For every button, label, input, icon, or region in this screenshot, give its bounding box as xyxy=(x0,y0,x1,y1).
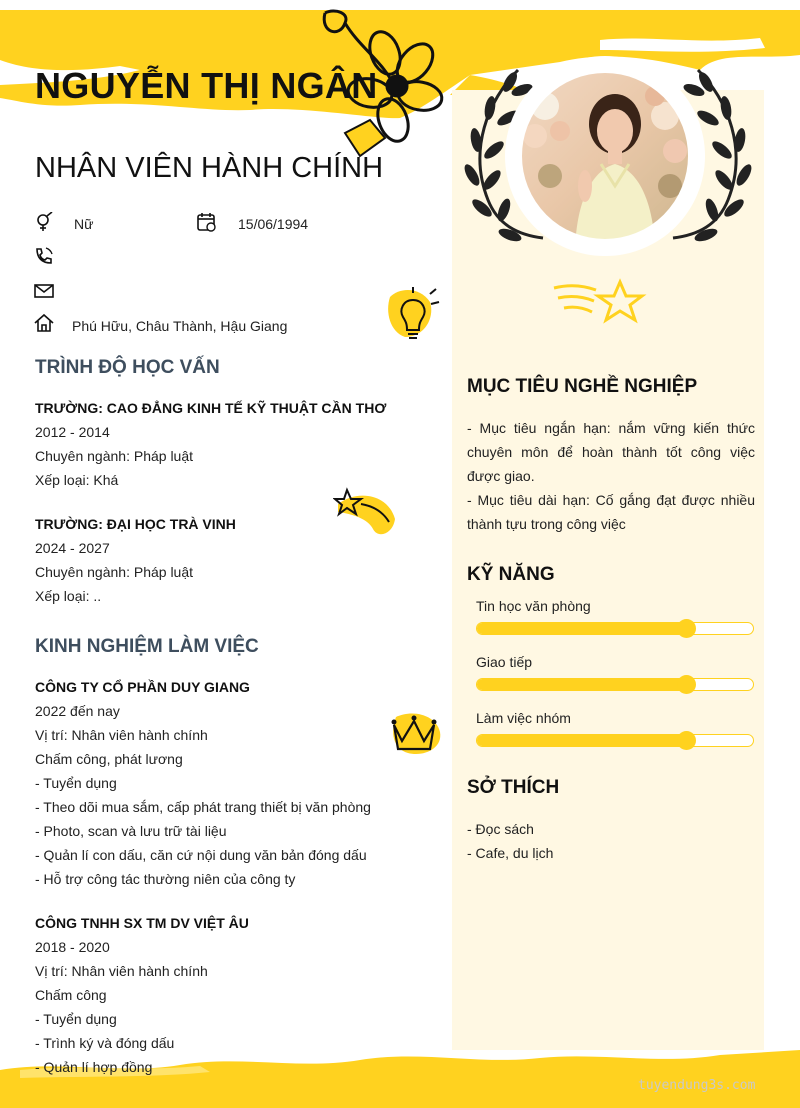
gender-value: Nữ xyxy=(74,216,94,232)
skill-bar-fill xyxy=(477,735,687,746)
experience-line: Chấm công, phát lương xyxy=(35,751,183,767)
candidate-name: NGUYỄN THỊ NGÂN xyxy=(35,65,378,106)
experience-line: Vị trí: Nhân viên hành chính xyxy=(35,963,208,979)
skill-bar-knob xyxy=(677,675,696,694)
education-years: 2012 - 2014 xyxy=(35,424,110,440)
hobby-item: - Cafe, du lịch xyxy=(467,845,554,861)
hobbies-heading: SỞ THÍCH xyxy=(467,777,560,798)
watermark: tuyendung3s.com xyxy=(638,1078,756,1093)
experience-company: CÔNG TY CỔ PHẦN DUY GIANG xyxy=(35,679,250,695)
shooting-star-doodle-icon xyxy=(333,484,399,546)
objective-short-term: - Mục tiêu ngắn hạn: nắm vững kiến thức chuyên môn để hoàn thành tốt công việc được giao. xyxy=(467,420,755,484)
education-years: 2024 - 2027 xyxy=(35,540,110,556)
experience-line: - Tuyển dụng xyxy=(35,775,117,791)
skill-bar-knob xyxy=(677,731,696,750)
avatar xyxy=(505,56,705,256)
skill-bar xyxy=(476,734,754,747)
experience-line: - Theo dõi mua sắm, cấp phát trang thiết bị văn phòng xyxy=(35,799,371,815)
skills-heading: KỸ NĂNG xyxy=(467,564,555,585)
skill-bar xyxy=(476,622,754,635)
objective-long-term: - Mục tiêu dài hạn: Cố gắng đạt được nhiều thành tựu trong công việc xyxy=(467,492,755,532)
email-icon xyxy=(34,281,54,301)
hobby-item: - Đọc sách xyxy=(467,821,534,837)
experience-line: - Quản lí hợp đồng xyxy=(35,1059,153,1075)
education-school: TRƯỜNG: ĐẠI HỌC TRÀ VINH xyxy=(35,516,236,532)
skill-bar xyxy=(476,678,754,691)
experience-period: 2022 đến nay xyxy=(35,703,120,719)
education-major: Chuyên ngành: Pháp luật xyxy=(35,448,194,464)
experience-period: 2018 - 2020 xyxy=(35,939,110,955)
experience-line: Vị trí: Nhân viên hành chính xyxy=(35,727,208,743)
education-rank: Xếp loại: Khá xyxy=(35,472,119,488)
education-rank: Xếp loại: .. xyxy=(35,588,102,604)
experience-line: - Photo, scan và lưu trữ tài liệu xyxy=(35,823,227,839)
objective-heading: MỤC TIÊU NGHỀ NGHIỆP xyxy=(467,376,698,397)
experience-line: Chấm công xyxy=(35,987,107,1003)
skill-label: Giao tiếp xyxy=(476,654,533,670)
experience-heading: KINH NGHIỆM LÀM VIỆC xyxy=(35,636,259,657)
education-major: Chuyên ngành: Pháp luật xyxy=(35,564,194,580)
job-title: NHÂN VIÊN HÀNH CHÍNH xyxy=(35,152,384,184)
experience-line: - Hỗ trợ công tác thường niên của công ty xyxy=(35,871,296,887)
gender-icon xyxy=(34,212,54,232)
home-icon xyxy=(34,313,54,333)
skill-label: Tin học văn phòng xyxy=(476,598,591,614)
lightbulb-doodle-icon xyxy=(385,282,449,352)
experience-company: CÔNG TNHH SX TM DV VIỆT ÂU xyxy=(35,915,249,931)
crown-doodle-icon xyxy=(388,707,444,759)
skill-label: Làm việc nhóm xyxy=(476,710,571,726)
star-doodle-icon xyxy=(550,276,654,328)
experience-line: - Trình ký và đóng dấu xyxy=(35,1035,175,1051)
education-school: TRƯỜNG: CAO ĐẲNG KINH TẾ KỸ THUẬT CẦN THƠ xyxy=(35,400,387,416)
phone-icon xyxy=(34,246,54,266)
skill-bar-fill xyxy=(477,679,687,690)
birthday-value: 15/06/1994 xyxy=(238,216,309,232)
experience-line: - Quản lí con dấu, căn cứ nội dung văn bản đóng dấu xyxy=(35,847,367,863)
skill-bar-knob xyxy=(677,619,696,638)
skill-bar-fill xyxy=(477,623,687,634)
address-value: Phú Hữu, Châu Thành, Hậu Giang xyxy=(72,318,288,334)
calendar-icon xyxy=(197,212,217,232)
education-heading: TRÌNH ĐỘ HỌC VẤN xyxy=(35,357,220,378)
experience-line: - Tuyển dụng xyxy=(35,1011,117,1027)
